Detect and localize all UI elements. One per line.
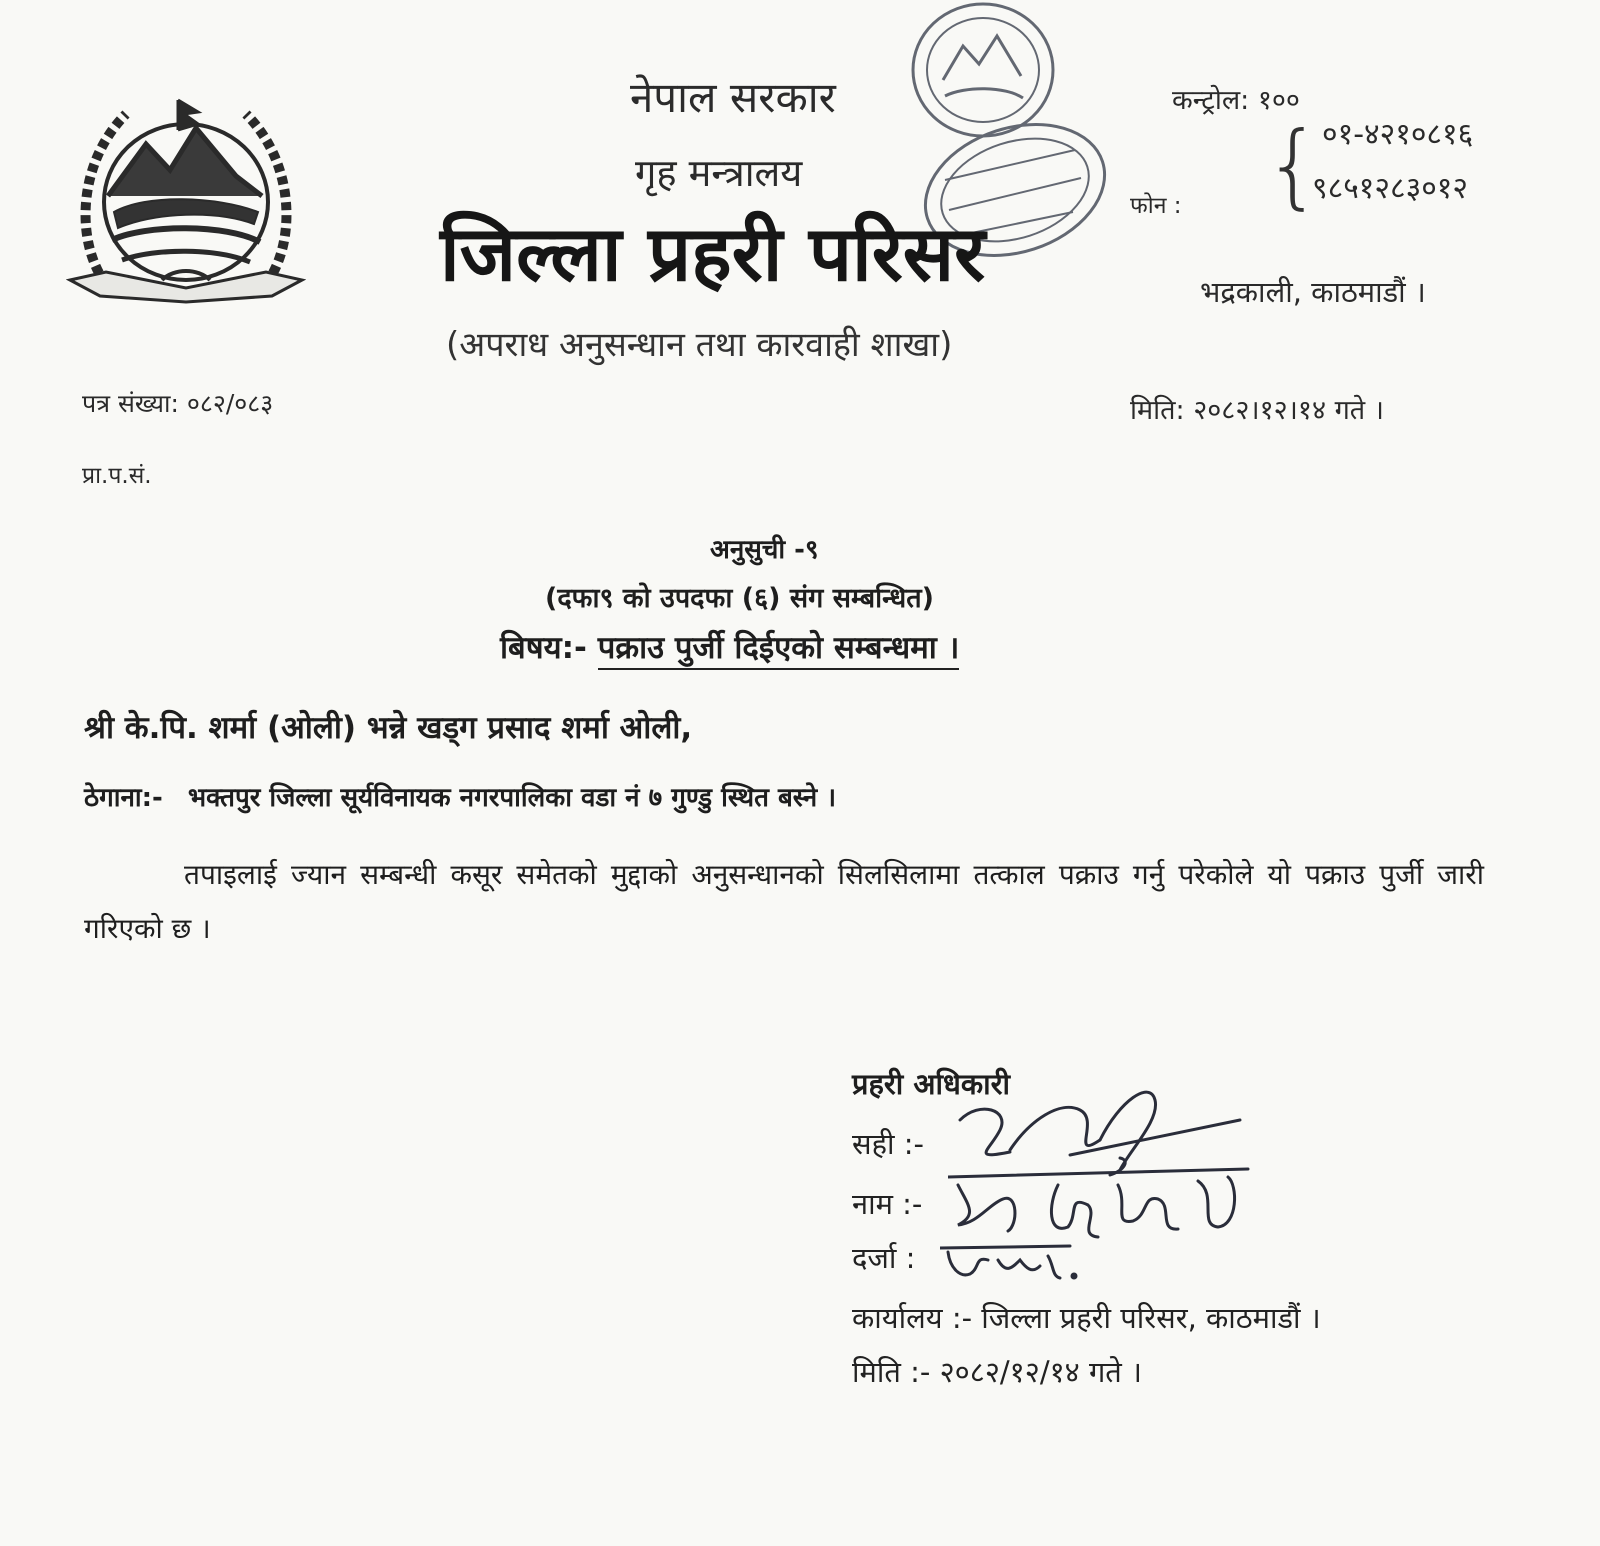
signature-line — [852, 1124, 924, 1163]
office-label: कार्यालय :- — [852, 1301, 973, 1335]
subject-label: बिषय:- — [500, 630, 587, 666]
subject-text: पक्राउ पुर्जी दिईएको सम्बन्धमा । — [598, 630, 960, 670]
letter-date: मिति: २०८२।१२।१४ गते । — [1130, 395, 1384, 426]
address-label: ठेगाना:- — [84, 783, 163, 813]
subject-line — [500, 626, 959, 668]
schedule-title: अनुसुची -९ — [710, 535, 819, 565]
phone-number: ०१-४२१०८१६ — [1322, 117, 1474, 152]
office-line — [852, 1298, 1321, 1337]
date-value: २०८२/१२/१४ गते । — [939, 1355, 1143, 1389]
name-label: नाम :- — [852, 1187, 923, 1221]
control-label: कन्ट्रोल: — [1172, 85, 1250, 116]
branch-name: (अपराध अनुसन्धान तथा कारवाही शाखा) — [446, 325, 953, 365]
rank-line — [852, 1238, 915, 1277]
signature-label: सही :- — [852, 1127, 924, 1161]
body-paragraph: तपाइलाई ज्यान सम्बन्धी कसूर समेतको मुद्दाको अनुसन्धानको सिलसिलामा तत्काल पक्राउ गर्नु परेकोले यो पक्राउ पुर्जी जारी गरिएको छ । — [84, 858, 1484, 945]
office-value: जिल्ला प्रहरी परिसर, काठमाडौं । — [981, 1301, 1321, 1335]
recipient-address: भक्तपुर जिल्ला सूर्यविनायक नगरपालिका वडा नं ७ गुण्डु स्थित बस्ने । — [187, 783, 837, 813]
section-reference: (दफा९ को उपदफा (६) संग सम्बन्धित) — [545, 583, 934, 614]
office-address: भद्रकाली, काठमाडौं । — [1200, 275, 1426, 309]
rank-label: दर्जा : — [852, 1241, 916, 1275]
signatory-title: प्रहरी अधिकारी — [852, 1067, 1011, 1101]
phone-label: फोन : — [1130, 193, 1182, 219]
phone-brace: { — [1264, 112, 1323, 219]
phone-number: ९८५१२८३०१२ — [1312, 171, 1468, 206]
prps-label: प्रा.प.सं. — [82, 463, 152, 489]
recipient-name: श्री के.पि. शर्मा (ओली) भन्ने खड्ग प्रसाद शर्मा ओली, — [84, 710, 693, 746]
name-line — [852, 1184, 922, 1223]
letter-number: पत्र संख्या: ०८२/०८३ — [82, 389, 274, 418]
government-name: नेपाल सरकार — [630, 73, 836, 122]
signatory-date-line — [852, 1352, 1142, 1391]
recipient-address-line — [84, 778, 836, 814]
control-number: १०० — [1257, 85, 1300, 116]
date-label: मिति :- — [852, 1355, 931, 1389]
handwritten-rank — [940, 1238, 1080, 1288]
nepal-emblem-icon — [66, 84, 306, 304]
office-name: जिल्ला प्रहरी परिसर — [440, 209, 986, 298]
ministry-name: गृह मन्त्रालय — [635, 151, 803, 195]
